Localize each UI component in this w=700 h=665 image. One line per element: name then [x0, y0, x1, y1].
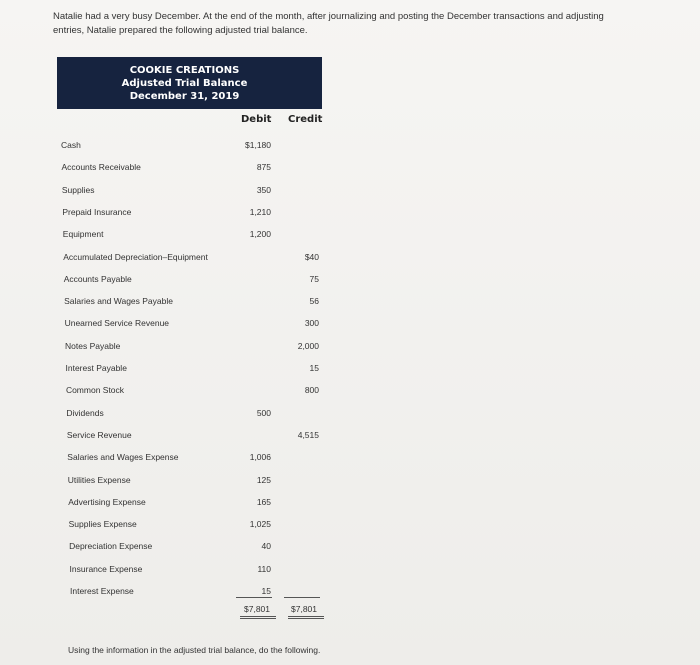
debit-amount: 1,210: [249, 206, 271, 217]
table-row: [0, 274, 700, 288]
statement-date: December 31, 2019: [129, 91, 240, 102]
table-row: [0, 408, 700, 422]
instructions-text: Using the information in the adjusted trial balance, do the following.: [68, 645, 321, 655]
debit-amount: 15: [261, 586, 271, 596]
account-name: Dividends: [66, 407, 104, 418]
debit-amount: 350: [256, 184, 271, 195]
credit-amount: 75: [309, 273, 319, 284]
debit-amount: 1,200: [249, 229, 271, 240]
account-name: Notes Payable: [65, 340, 121, 351]
account-name: Accounts Payable: [63, 273, 132, 284]
credit-amount: 300: [304, 318, 319, 329]
account-name: Prepaid Insurance: [62, 206, 132, 217]
table-row: [0, 229, 700, 243]
trial-balance-header: [57, 57, 322, 109]
table-row: [0, 541, 700, 555]
account-name: Advertising Expense: [68, 496, 146, 507]
table-row: [0, 341, 700, 355]
debit-amount: 110: [257, 563, 271, 574]
table-row: [0, 363, 700, 377]
table-row: [0, 497, 700, 511]
credit-amount: 800: [304, 385, 319, 396]
credit-amount: 4,515: [297, 429, 319, 440]
table-row: [0, 519, 700, 533]
table-row: [0, 207, 700, 221]
credit-amount: 2,000: [297, 340, 319, 351]
credit-amount: 56: [309, 296, 319, 307]
table-row: [0, 586, 700, 600]
credit-total: $7,801: [291, 604, 317, 614]
debit-amount: 165: [256, 496, 271, 507]
account-name: Accounts Receivable: [61, 162, 141, 173]
debit-amount: 1,006: [249, 452, 271, 463]
account-name: Salaries and Wages Expense: [67, 452, 179, 463]
credit-amount: 15: [309, 363, 319, 373]
table-row: [0, 475, 700, 489]
debit-amount: 125: [256, 474, 271, 485]
debit-total: $7,801: [244, 604, 270, 614]
table-row: [0, 452, 700, 466]
debit-total-rule: [236, 597, 272, 598]
account-name: Cash: [61, 140, 81, 150]
debit-amount: $1,180: [245, 140, 271, 150]
credit-total-rule: [284, 597, 320, 598]
company-name: COOKIE CREATIONS: [129, 65, 240, 76]
account-name: Accumulated Depreciation–Equipment: [63, 251, 208, 262]
debit-column-header: Debit: [241, 114, 272, 125]
intro-paragraph: Natalie had a very busy December. At the end of the month, after journalizing and posting the December transactions and adjusting entries, Natalie prepared the following adjusted trial balance.: [53, 11, 604, 36]
debit-amount: 1,025: [249, 519, 271, 530]
credit-amount: $40: [304, 251, 319, 262]
account-name: Depreciation Expense: [69, 541, 153, 552]
debit-amount: 500: [256, 407, 271, 418]
credit-total-double-underline: [288, 616, 324, 619]
table-row: [0, 318, 700, 332]
table-row: [0, 430, 700, 444]
account-name: Service Revenue: [66, 429, 132, 440]
table-row: [0, 162, 700, 176]
account-name: Equipment: [62, 229, 104, 240]
account-name: Supplies Expense: [68, 519, 137, 530]
credit-column-header: Credit: [288, 114, 323, 125]
table-row: [0, 385, 700, 399]
account-name: Utilities Expense: [67, 474, 131, 485]
debit-amount: 40: [261, 541, 271, 552]
account-name: Common Stock: [65, 385, 125, 396]
debit-total-double-underline: [240, 616, 276, 619]
table-row: [0, 252, 700, 266]
table-row: [0, 564, 700, 578]
account-name: Insurance Expense: [69, 563, 143, 574]
statement-title: Adjusted Trial Balance: [121, 78, 248, 89]
account-name: Interest Expense: [70, 586, 134, 596]
table-row: [0, 296, 700, 310]
account-name: Unearned Service Revenue: [64, 318, 170, 329]
account-name: Supplies: [61, 184, 95, 195]
table-row: [0, 185, 700, 199]
account-name: Salaries and Wages Payable: [64, 296, 173, 307]
table-row: [0, 140, 700, 154]
debit-amount: 875: [256, 162, 271, 173]
account-name: Interest Payable: [65, 363, 127, 373]
